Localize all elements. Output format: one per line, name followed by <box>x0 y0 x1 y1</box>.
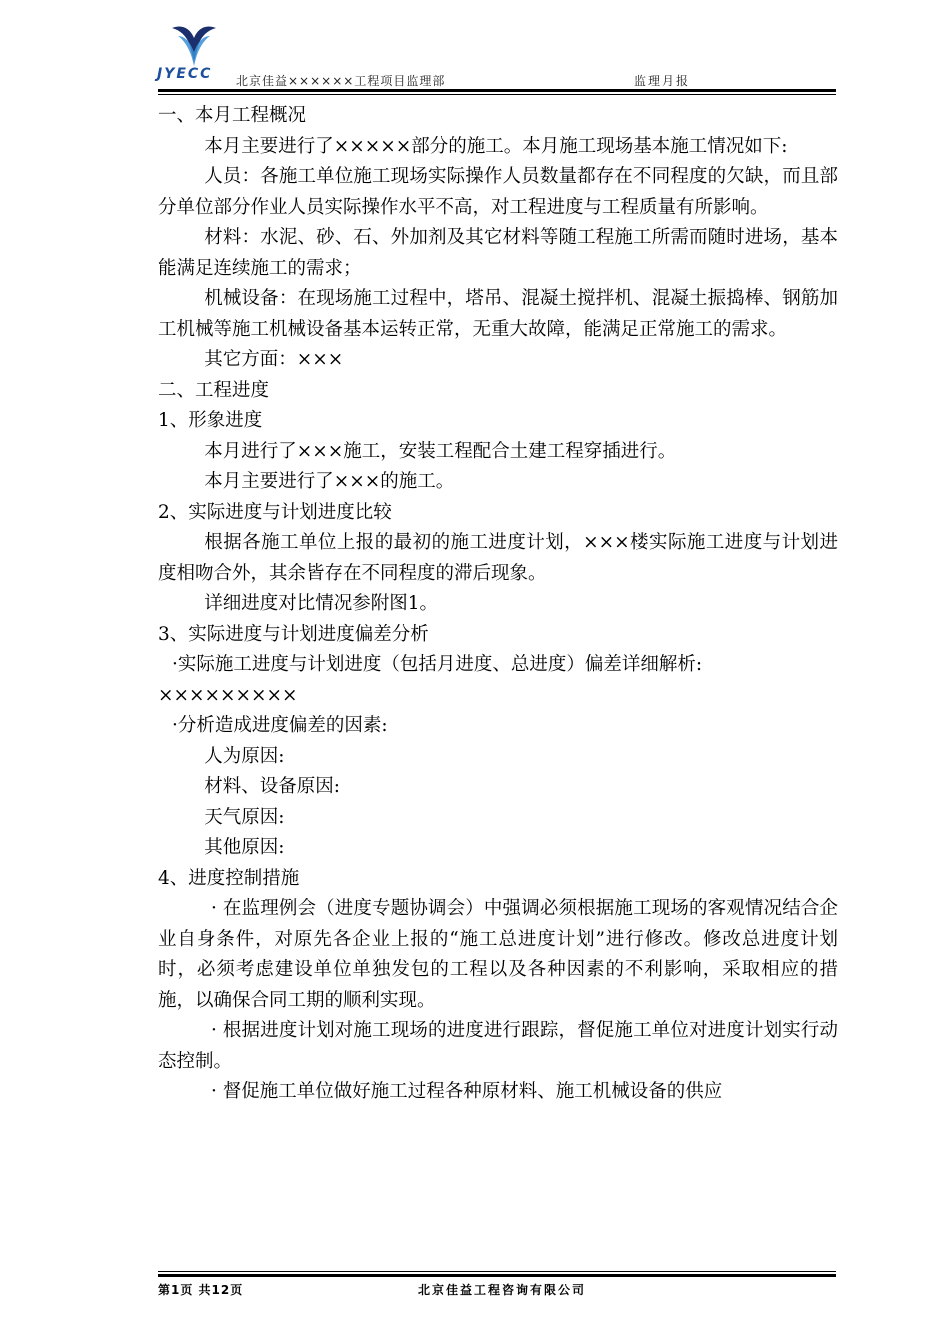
logo-text: JYECC <box>157 66 213 82</box>
bullet-item: ·分析造成进度偏差的因素: <box>172 715 388 736</box>
company-logo-icon <box>168 22 220 70</box>
paragraph: 人员：各施工单位施工现场实际操作人员数量都存在不同程度的欠缺，而且部分单位部分作业人员实际操作水平不高，对工程进度与工程质量有所影响。 <box>158 166 838 218</box>
bullet-item: · 督促施工单位做好施工过程各种原材料、施工机械设备的供应 <box>211 1081 723 1102</box>
bullet-item: · 根据进度计划对施工现场的进度进行跟踪，督促施工单位对进度计划实行动态控制。 <box>158 1020 838 1072</box>
section-heading: 二、工程进度 <box>158 379 270 401</box>
header-report-type: 监理月报 <box>634 74 691 88</box>
subsection-heading: 4、进度控制措施 <box>158 867 300 889</box>
paragraph: 本月主要进行了×××××部分的施工。本月施工现场基本施工情况如下: <box>204 135 788 157</box>
paragraph: 详细进度对比情况参附图1。 <box>204 593 439 614</box>
footer-rule-thick <box>158 1274 836 1277</box>
section-heading: 一、本月工程概况 <box>158 105 307 126</box>
paragraph: 根据各施工单位上报的最初的施工进度计划，×××楼实际施工进度与计划进度相吻合外，其余皆存在不同程度的滞后现象。 <box>158 532 838 584</box>
footer-company: 北京佳益工程咨询有限公司 <box>418 1283 587 1297</box>
subsection-heading: 1、形象进度 <box>158 410 263 431</box>
paragraph: 本月主要进行了×××的施工。 <box>204 471 455 492</box>
page-header <box>0 0 950 100</box>
paragraph: 机械设备：在现场施工过程中，塔吊、混凝土搅拌机、混凝土振捣棒、钢筋加工机械等施工机械设备基本运转正常，无重大故障，能满足正常施工的需求。 <box>158 288 838 340</box>
list-item: 其他原因: <box>204 837 285 858</box>
header-rule-thick <box>158 89 836 92</box>
bullet-item: ·实际施工进度与计划进度（包括月进度、总进度）偏差详细解析: <box>172 654 703 675</box>
report-body <box>158 101 838 1108</box>
subsection-heading: 3、实际进度与计划进度偏差分析 <box>158 623 429 645</box>
subsection-heading: 2、实际进度与计划进度比较 <box>158 501 392 523</box>
list-item: 天气原因: <box>204 806 285 828</box>
paragraph: 材料：水泥、砂、石、外加剂及其它材料等随工程施工所需而随时进场，基本能满足连续施工的需求； <box>158 227 838 279</box>
header-rule-thin <box>158 94 836 95</box>
page-number: 第1页 共12页 <box>158 1283 244 1297</box>
paragraph: 其它方面：××× <box>204 349 344 370</box>
paragraph: ××××××××× <box>158 684 298 706</box>
paragraph: 本月进行了×××施工，安装工程配合土建工程穿插进行。 <box>204 440 677 462</box>
header-project-name: 北京佳益××××××工程项目监理部 <box>236 74 446 88</box>
list-item: 人为原因: <box>204 745 285 767</box>
list-item: 材料、设备原因: <box>204 776 340 797</box>
bullet-item: · 在监理例会（进度专题协调会）中强调必须根据施工现场的客观情况结合企业自身条件，对原先各企业上报的“施工总进度计划”进行修改。修改总进度计划时，必须考虑建设单位单独发包的工程以及各种因素的不利影响，采取相应的措施，以确保合同工期的顺利实现。 <box>158 898 838 1011</box>
footer-rule-thin <box>158 1271 836 1272</box>
